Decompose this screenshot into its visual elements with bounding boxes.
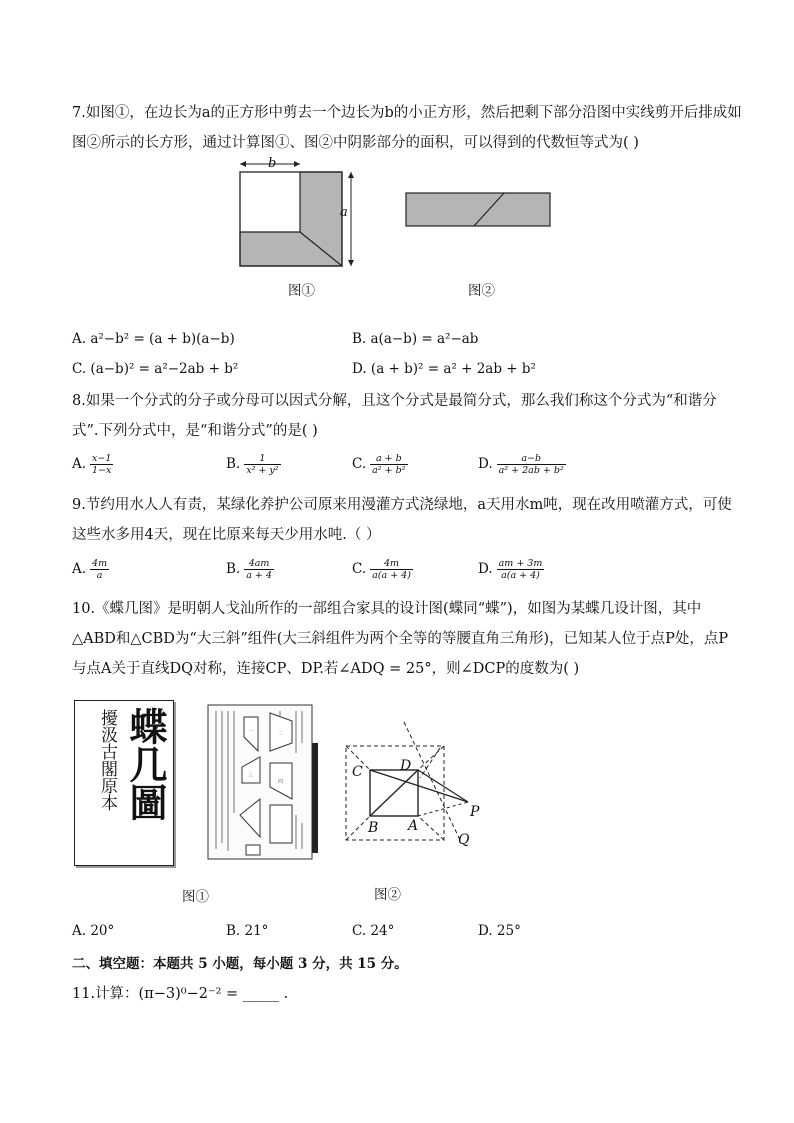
q7-figure2: [404, 190, 554, 230]
q8-option-b-letter: B.: [226, 456, 241, 472]
q9-option-a: [72, 558, 109, 581]
q8-option-d-num: a−b: [497, 453, 566, 465]
q9-option-c-num: 4m: [370, 558, 413, 570]
q9-option-a-letter: A.: [72, 561, 87, 577]
q8-option-a-letter: A.: [72, 456, 87, 472]
q7-fig1-caption: 图①: [288, 283, 315, 299]
q10-option-b: B. 21°: [226, 923, 269, 939]
q8-option-c-letter: C.: [352, 456, 367, 472]
book-cover-image: [74, 700, 174, 866]
q9-option-d: [478, 558, 544, 581]
q7-line1: 7.如图①，在边长为a的正方形中剪去一个边长为b的小正方形，然后把剩下部分沿图中实线剪开后排成如: [72, 105, 742, 121]
q9-option-a-den: a: [96, 570, 103, 581]
q9-option-d-den: a(a + 4): [501, 570, 540, 581]
q10-fig1-caption: 图①: [182, 889, 209, 905]
q7-figure1: [228, 156, 358, 272]
q9-line2: 这些水多用4天，现在比原来每天少用水吨.（ ）: [72, 527, 381, 543]
q9-option-b-num: 4am: [244, 558, 274, 570]
book-cover-side-text: 擾汲古閣原本: [97, 709, 117, 811]
book-cover-title: 蝶几圖: [123, 707, 168, 821]
svg-text:二: 二: [278, 731, 284, 737]
section2-heading: 二、填空题：本题共 5 小题，每小题 3 分，共 15 分。: [72, 956, 408, 972]
point-b-label: B: [368, 820, 379, 836]
point-d-label: D: [400, 758, 412, 774]
q8-option-b-den: x² + y²: [246, 465, 279, 476]
q7-option-c: C. (a−b)² = a²−2ab + b²: [72, 361, 239, 377]
q9-option-d-letter: D.: [478, 561, 493, 577]
q7-option-a: A. a²−b² = (a + b)(a−b): [72, 331, 235, 347]
q8-option-c: [352, 453, 408, 476]
point-c-label: C: [352, 764, 363, 780]
q9-option-c-den: a(a + 4): [372, 570, 411, 581]
q10-option-a: A. 20°: [72, 923, 115, 939]
svg-text:三: 三: [248, 773, 254, 779]
q8-option-a-num: x−1: [92, 453, 112, 464]
svg-text:四: 四: [278, 779, 284, 785]
q9-line1: 9.节约用水人人有责，某绿化养护公司原来用漫灌方式浇绿地，a天用水m吨，现在改用喷灌方式，可使: [72, 497, 732, 513]
q7-option-b: B. a(a−b) = a²−ab: [352, 331, 479, 347]
q8-option-a: [72, 453, 113, 476]
q8-option-b: [226, 453, 281, 476]
q7-label-a: a: [340, 205, 348, 220]
point-a-label: A: [408, 818, 419, 834]
q10-line2: △ABD和△CBD为“大三斜”组件(大三斜组件为两个全等的等腰直角三角形)，已知某人位于点P处，点P: [72, 631, 729, 647]
q9-option-d-num: am + 3m: [498, 558, 543, 569]
svg-text:一: 一: [248, 729, 254, 735]
q8-option-d-letter: D.: [478, 456, 493, 472]
book-page-image: [206, 703, 318, 863]
q10-option-c: C. 24°: [352, 923, 395, 939]
q7-option-d: D. (a + b)² = a² + 2ab + b²: [352, 361, 536, 377]
q8-option-c-den: a² + b²: [372, 465, 406, 476]
q11-line: 11.计算：(π−3)⁰−2⁻² = _____ .: [72, 986, 289, 1002]
q7-fig2-caption: 图②: [468, 283, 495, 299]
q8-option-d-den: a² + 2ab + b²: [498, 465, 564, 476]
q8-option-d: [478, 453, 566, 476]
q9-option-a-num: 4m: [92, 558, 108, 569]
q9-option-b: [226, 558, 274, 581]
point-p-label: P: [470, 804, 480, 820]
q10-fig2-caption: 图②: [374, 887, 401, 903]
q9-option-b-den: a + 4: [246, 570, 272, 581]
q9-option-c-letter: C.: [352, 561, 367, 577]
q9-option-c: [352, 558, 413, 581]
q7-label-b: b: [268, 156, 277, 171]
q8-option-b-num: 1: [244, 453, 280, 465]
q8-option-a-den: 1−x: [92, 465, 112, 476]
q7-line2: 图②所示的长方形，通过计算图①、图②中阴影部分的面积，可以得到的代数恒等式为( ): [72, 135, 639, 151]
q10-option-d: D. 25°: [478, 923, 521, 939]
point-q-label: Q: [458, 832, 470, 848]
q10-line3: 与点A关于直线DQ对称，连接CP、DP.若∠ADQ = 25°，则∠DCP的度数为( ): [72, 661, 580, 677]
q10-line1: 10.《蝶几图》是明朝人戈汕所作的一部组合家具的设计图(蝶同“蝶”)，如图为某蝶几设计图，其中: [72, 601, 702, 617]
q8-option-c-num: a + b: [370, 453, 407, 465]
q8-line2: 式”.下列分式中，是“和谐分式”的是( ): [72, 423, 318, 439]
q9-option-b-letter: B.: [226, 561, 241, 577]
q8-line1: 8.如果一个分式的分子或分母可以因式分解，且这个分式是最简分式，那么我们称这个分式为“和谐分: [72, 393, 717, 409]
